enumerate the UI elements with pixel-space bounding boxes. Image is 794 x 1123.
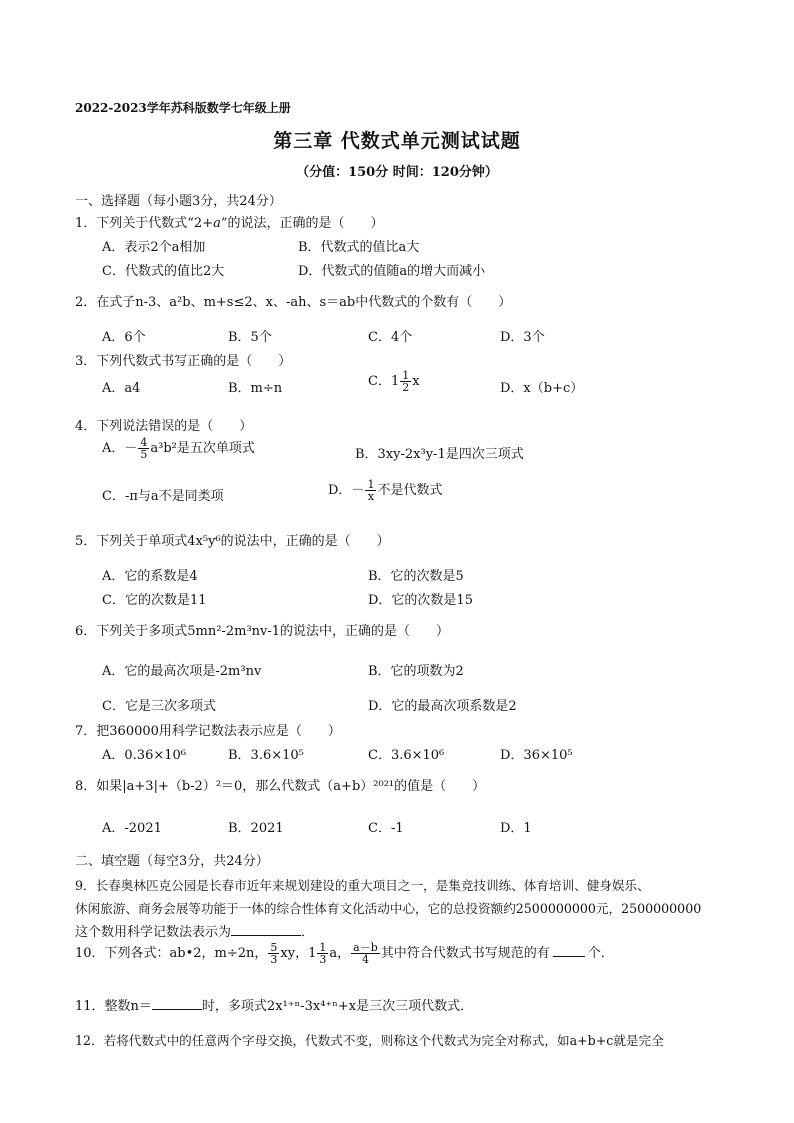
question-9-line-1: 9．长春奥林匹克公园是长春市近年来规划建设的重大项目之一，是集竞技训练、体育培训、健身娱乐、: [75, 878, 650, 893]
question-5-stem: 5．下列关于单项式4x⁵y⁶的说法中，正确的是（ ）: [75, 534, 390, 549]
q7-option-c: C．3.6×10⁶: [368, 748, 445, 763]
q5-option-d: D．它的次数是15: [368, 593, 473, 608]
q8-option-d: D．1: [500, 821, 532, 836]
q8-option-c: C．-1: [368, 821, 404, 836]
q6-option-a: A．它的最高次项是-2m³nv: [102, 664, 262, 679]
section-heading: 一、选择题（每小题3分，共24分）: [75, 194, 282, 209]
page-subtitle: （分值：150分 时间：120分钟）: [296, 165, 498, 180]
question-8-stem: 8．如果|a+3|+（b-2）²＝0，那么代数式（a+b）²⁰²¹的值是（ ）: [75, 779, 486, 794]
q6-option-b: B．它的项数为2: [368, 664, 464, 679]
q3-option-a: A．a4: [102, 381, 141, 396]
q3-option-d: D．x（b+c）: [500, 381, 584, 396]
question-1-stem: 1．下列关于代数式“2+a”的说法，正确的是（ ）: [75, 216, 384, 231]
q4-option-a: A．－ $\frac{4}{5}$ a³b²是五次单项式: [102, 436, 255, 461]
q7-option-a: A．0.36×10⁶: [102, 748, 186, 763]
q1-option-a: A．表示2个a相加: [102, 240, 206, 255]
section-heading: 二、填空题（每空3分，共24分）: [75, 854, 269, 869]
q1-option-c: C．代数式的值比2大: [102, 264, 225, 279]
q3-option-b: B．m÷n: [228, 381, 283, 396]
answer-blank[interactable]: [231, 935, 301, 936]
question-12-line-1: 12．若将代数式中的任意两个字母交换，代数式不变，则称这个代数式为完全对称式，如a+b+c就是完全: [75, 1033, 664, 1048]
question-11-stem: 11．整数n＝ 时，多项式2x¹⁺ⁿ-3x⁴⁺ⁿ+x是三次三项代数式．: [75, 999, 474, 1014]
answer-blank[interactable]: [152, 1009, 202, 1010]
answer-blank[interactable]: [553, 956, 585, 957]
q5-option-b: B．它的次数是5: [368, 569, 464, 584]
question-6-stem: 6．下列关于多项式5mn²-2m³nv-1的说法中，正确的是（ ）: [75, 624, 450, 639]
q5-option-c: C．它的次数是11: [102, 593, 207, 608]
q2-option-a: A．6个: [102, 330, 146, 345]
doc-header: 2022-2023学年苏科版数学七年级上册: [75, 101, 291, 115]
question-4-stem: 4．下列说法错误的是（ ）: [75, 419, 253, 434]
q6-option-c: C．它是三次多项式: [102, 699, 216, 714]
q1-option-d: D．代数式的值随a的增大而减小: [298, 264, 486, 279]
q7-option-b: B．3.6×10⁵: [228, 748, 304, 763]
question-3-stem: 3．下列代数式书写正确的是（ ）: [75, 354, 292, 369]
q2-option-c: C．4个: [368, 330, 413, 345]
q7-option-d: D．36×10⁵: [500, 748, 573, 763]
q1-option-b: B．代数式的值比a大: [298, 240, 420, 255]
question-9-line-2: 休闲旅游、商务会展等功能于一体的综合性体育文化活动中心，它的总投资额约2500000000元，2500000000: [75, 901, 702, 916]
q6-option-d: D．它的最高次项系数是2: [368, 699, 517, 714]
q5-option-a: A．它的系数是4: [102, 569, 198, 584]
question-7-stem: 7．把360000用科学记数法表示应是（ ）: [75, 724, 341, 739]
question-9-line-3: 这个数用科学记数法表示为 ．: [75, 925, 315, 940]
q4-option-c: C．-π与a不是同类项: [102, 489, 224, 504]
q4-option-d: D．－ $\frac{1}{x}$ 不是代数式: [328, 478, 443, 503]
q2-option-b: B．5个: [228, 330, 272, 345]
q8-option-a: A．-2021: [102, 821, 162, 836]
q8-option-b: B．2021: [228, 821, 284, 836]
question-10-stem: 10．下列各式：ab•2，m÷2n， $\frac{5}{3}$ xy，1 $\frac{1}{3}$ a， $\frac{a-b}{4}$ 其中符合代数式书写规范的有 个．: [75, 941, 614, 966]
q4-option-b: B．3xy-2x³y-1是四次三项式: [355, 447, 524, 462]
q3-option-c: C．1 $\frac{1}{2}$ x: [368, 369, 420, 394]
question-2-stem: 2．在式子n-3、a²b、m+s≤2、x、-ah、s＝ab中代数式的个数有（ ）: [75, 295, 512, 310]
page-title: 第三章 代数式单元测试试题: [273, 130, 521, 152]
q2-option-d: D．3个: [500, 330, 545, 345]
